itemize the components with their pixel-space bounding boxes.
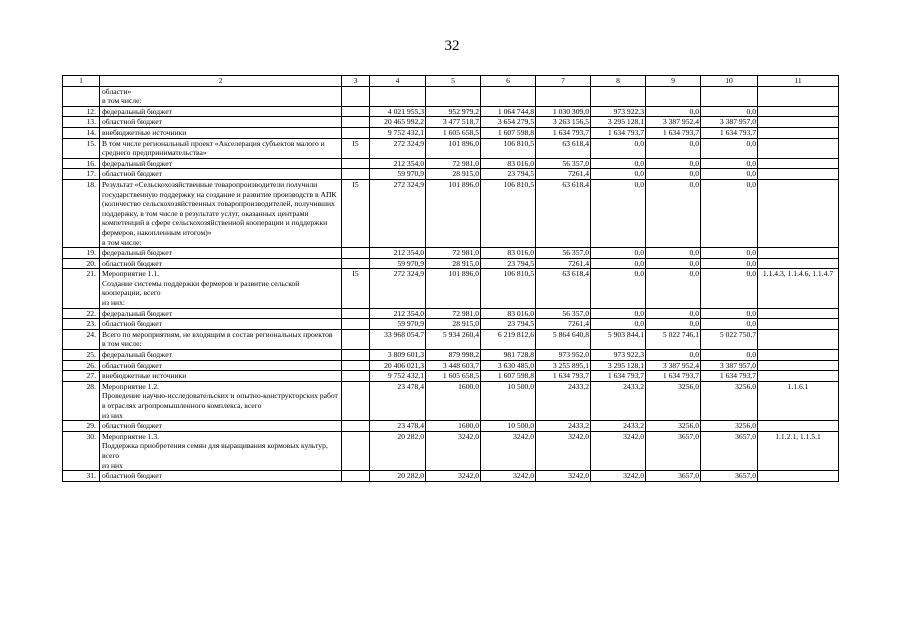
budget-table bbox=[62, 75, 839, 482]
row-value: 1 634 793,7 bbox=[701, 371, 758, 382]
column-header: 10 bbox=[701, 76, 758, 87]
row-code bbox=[342, 471, 370, 482]
row-value: 20 282,0 bbox=[370, 431, 426, 470]
row-value: 3256,0 bbox=[701, 421, 758, 432]
row-value: 1 030 309,0 bbox=[536, 106, 591, 117]
row-value: 5 934 260,4 bbox=[426, 329, 481, 349]
row-value: 952 979,2 bbox=[426, 106, 481, 117]
row-name: федеральный бюджет bbox=[100, 248, 342, 259]
row-reference bbox=[758, 106, 839, 117]
column-header: 5 bbox=[426, 76, 481, 87]
row-value: 23 794,5 bbox=[481, 258, 536, 269]
row-reference bbox=[758, 117, 839, 128]
row-value: 72 981,0 bbox=[426, 308, 481, 319]
row-value bbox=[701, 86, 758, 106]
row-value: 23 478,4 bbox=[370, 381, 426, 420]
row-name: федеральный бюджет bbox=[100, 158, 342, 169]
row-number: 15. bbox=[63, 138, 100, 158]
row-value: 101 896,0 bbox=[426, 179, 481, 247]
row-value: 3 387 957,0 bbox=[701, 360, 758, 371]
row-value: 0,0 bbox=[646, 319, 701, 330]
row-value: 23 794,5 bbox=[481, 169, 536, 180]
row-reference bbox=[758, 471, 839, 482]
row-value: 3242,0 bbox=[426, 471, 481, 482]
row-value: 1 634 793,7 bbox=[591, 371, 646, 382]
row-value: 10 500,0 bbox=[481, 421, 536, 432]
row-value: 0,0 bbox=[701, 258, 758, 269]
row-value: 0,0 bbox=[646, 169, 701, 180]
row-name: областной бюджет bbox=[100, 117, 342, 128]
row-value: 0,0 bbox=[701, 138, 758, 158]
row-name: Мероприятие 1.2. Проведение научно-исследовательских и опытно-конструкторских работ в отраслях агропромышленного комплекса, всего из них bbox=[100, 381, 342, 420]
row-number: 17. bbox=[63, 169, 100, 180]
row-number: 12. bbox=[63, 106, 100, 117]
row-value bbox=[536, 86, 591, 106]
row-reference: 1.1.6.1 bbox=[758, 381, 839, 420]
row-reference bbox=[758, 319, 839, 330]
row-number: 19. bbox=[63, 248, 100, 259]
row-value bbox=[646, 86, 701, 106]
row-value: 3256,0 bbox=[646, 381, 701, 420]
row-name: Всего по мероприятиям, не входящим в состав региональных проектов в том числе: bbox=[100, 329, 342, 349]
table-row bbox=[63, 179, 839, 247]
row-value: 212 354,0 bbox=[370, 158, 426, 169]
row-value: 1 634 793,7 bbox=[536, 371, 591, 382]
row-value: 0,0 bbox=[701, 319, 758, 330]
row-number: 25. bbox=[63, 350, 100, 361]
row-code bbox=[342, 350, 370, 361]
row-number: 30. bbox=[63, 431, 100, 470]
row-value: 973 922,3 bbox=[591, 350, 646, 361]
row-value: 1 607 598,8 bbox=[481, 127, 536, 138]
row-value: 973 952,0 bbox=[536, 350, 591, 361]
row-name: федеральный бюджет bbox=[100, 106, 342, 117]
row-number: 28. bbox=[63, 381, 100, 420]
row-value: 3242,0 bbox=[591, 431, 646, 470]
row-value: 72 981,0 bbox=[426, 248, 481, 259]
column-header: 7 bbox=[536, 76, 591, 87]
row-value: 7261,4 bbox=[536, 258, 591, 269]
row-value: 0,0 bbox=[701, 308, 758, 319]
column-header: 6 bbox=[481, 76, 536, 87]
row-value: 0,0 bbox=[646, 248, 701, 259]
row-reference bbox=[758, 329, 839, 349]
row-value: 1 634 793,7 bbox=[701, 127, 758, 138]
row-value: 56 357,0 bbox=[536, 308, 591, 319]
table-row bbox=[63, 269, 839, 308]
row-value: 0,0 bbox=[591, 319, 646, 330]
row-value: 63 618,4 bbox=[536, 179, 591, 247]
row-value: 28 915,0 bbox=[426, 169, 481, 180]
row-value: 3242,0 bbox=[481, 471, 536, 482]
row-name: В том числе региональный проект «Акселерация субъектов малого и среднего предпринимательства» bbox=[100, 138, 342, 158]
row-value: 56 357,0 bbox=[536, 248, 591, 259]
table-row bbox=[63, 258, 839, 269]
row-value bbox=[591, 86, 646, 106]
row-value: 0,0 bbox=[591, 138, 646, 158]
table-row bbox=[63, 350, 839, 361]
row-value: 83 016,0 bbox=[481, 308, 536, 319]
row-value: 212 354,0 bbox=[370, 308, 426, 319]
row-value: 3242,0 bbox=[481, 431, 536, 470]
row-value: 0,0 bbox=[591, 179, 646, 247]
row-value: 0,0 bbox=[646, 269, 701, 308]
row-value: 3657,0 bbox=[701, 431, 758, 470]
row-value: 28 915,0 bbox=[426, 319, 481, 330]
row-value: 5 022 746,1 bbox=[646, 329, 701, 349]
row-value: 0,0 bbox=[646, 138, 701, 158]
row-value: 1 605 658,5 bbox=[426, 371, 481, 382]
row-name: областной бюджет bbox=[100, 360, 342, 371]
row-number: 16. bbox=[63, 158, 100, 169]
row-code bbox=[342, 158, 370, 169]
row-value: 1600,0 bbox=[426, 381, 481, 420]
row-value: 20 406 021,3 bbox=[370, 360, 426, 371]
column-header: 4 bbox=[370, 76, 426, 87]
row-value: 3256,0 bbox=[701, 381, 758, 420]
page-number: 32 bbox=[444, 38, 460, 54]
row-value: 0,0 bbox=[591, 158, 646, 169]
row-value: 3657,0 bbox=[646, 471, 701, 482]
row-value: 3 477 518,7 bbox=[426, 117, 481, 128]
row-code bbox=[342, 258, 370, 269]
table-row bbox=[63, 106, 839, 117]
row-value: 1 634 793,7 bbox=[536, 127, 591, 138]
row-reference bbox=[758, 308, 839, 319]
row-value: 10 500,0 bbox=[481, 381, 536, 420]
table-row bbox=[63, 127, 839, 138]
row-value: 0,0 bbox=[591, 269, 646, 308]
row-value: 3242,0 bbox=[426, 431, 481, 470]
row-value: 879 998,2 bbox=[426, 350, 481, 361]
row-name: внебюджетные источники bbox=[100, 127, 342, 138]
row-value: 23 478,4 bbox=[370, 421, 426, 432]
row-reference bbox=[758, 421, 839, 432]
row-reference bbox=[758, 86, 839, 106]
row-reference bbox=[758, 179, 839, 247]
row-value: 272 324,9 bbox=[370, 269, 426, 308]
row-value: 0,0 bbox=[591, 258, 646, 269]
row-name: федеральный бюджет bbox=[100, 350, 342, 361]
row-code bbox=[342, 431, 370, 470]
row-value: 3242,0 bbox=[536, 471, 591, 482]
table-row bbox=[63, 471, 839, 482]
row-code bbox=[342, 169, 370, 180]
table-row bbox=[63, 329, 839, 349]
row-name: областной бюджет bbox=[100, 421, 342, 432]
row-code: I5 bbox=[342, 138, 370, 158]
row-name: внебюджетные источники bbox=[100, 371, 342, 382]
row-value: 56 357,0 bbox=[536, 158, 591, 169]
table-row bbox=[63, 117, 839, 128]
row-value: 106 810,5 bbox=[481, 138, 536, 158]
row-value: 1 064 744,8 bbox=[481, 106, 536, 117]
row-code bbox=[342, 248, 370, 259]
row-value bbox=[426, 86, 481, 106]
row-value: 23 794,5 bbox=[481, 319, 536, 330]
row-value: 83 016,0 bbox=[481, 158, 536, 169]
row-name: Мероприятие 1.1. Создание системы поддержки фермеров и развитие сельской кооперации, всего из них: bbox=[100, 269, 342, 308]
row-value: 101 896,0 bbox=[426, 138, 481, 158]
row-value: 3242,0 bbox=[591, 471, 646, 482]
row-value: 3 255 895,1 bbox=[536, 360, 591, 371]
row-value: 272 324,9 bbox=[370, 138, 426, 158]
row-code bbox=[342, 381, 370, 420]
row-reference: 1.1.2.1, 1.1.5.1 bbox=[758, 431, 839, 470]
table-row bbox=[63, 248, 839, 259]
row-value: 0,0 bbox=[646, 106, 701, 117]
row-name: Результат «Сельскохозяйственные товаропроизводители получили государственную поддержку на создание и развитие производств в АПК (количество сельскохозяйственных товаропроизводителей, получивших поддержку, в том числе в результате услуг, оказанных центрами компетенций в сфере сельскохозяйственной кооперации и поддержки фермеров, накопленным итогом)» в том числе: bbox=[100, 179, 342, 247]
row-code bbox=[342, 308, 370, 319]
table-row bbox=[63, 371, 839, 382]
row-value: 1 634 793,7 bbox=[591, 127, 646, 138]
row-value: 0,0 bbox=[646, 350, 701, 361]
table-row bbox=[63, 431, 839, 470]
row-value: 3256,0 bbox=[646, 421, 701, 432]
row-code bbox=[342, 86, 370, 106]
row-value: 3 263 156,5 bbox=[536, 117, 591, 128]
row-name: федеральный бюджет bbox=[100, 308, 342, 319]
row-name: областной бюджет bbox=[100, 471, 342, 482]
row-value: 2433,2 bbox=[591, 381, 646, 420]
row-number: 26. bbox=[63, 360, 100, 371]
row-value: 5 022 750,7 bbox=[701, 329, 758, 349]
row-number: 27. bbox=[63, 371, 100, 382]
row-code bbox=[342, 360, 370, 371]
row-number: 18. bbox=[63, 179, 100, 247]
row-value: 59 970,9 bbox=[370, 169, 426, 180]
row-value: 272 324,9 bbox=[370, 179, 426, 247]
row-value: 63 618,4 bbox=[536, 269, 591, 308]
row-value: 0,0 bbox=[701, 350, 758, 361]
row-value: 101 896,0 bbox=[426, 269, 481, 308]
row-value: 5 903 844,1 bbox=[591, 329, 646, 349]
row-value: 20 465 992,2 bbox=[370, 117, 426, 128]
row-value: 3 387 957,0 bbox=[701, 117, 758, 128]
row-number: 20. bbox=[63, 258, 100, 269]
row-value: 0,0 bbox=[701, 248, 758, 259]
row-code bbox=[342, 329, 370, 349]
row-reference bbox=[758, 360, 839, 371]
row-value: 1 634 793,7 bbox=[646, 127, 701, 138]
column-header: 2 bbox=[100, 76, 342, 87]
row-value: 1 607 598,8 bbox=[481, 371, 536, 382]
row-reference bbox=[758, 248, 839, 259]
row-number: 22. bbox=[63, 308, 100, 319]
row-value: 3657,0 bbox=[701, 471, 758, 482]
row-value: 33 968 054,7 bbox=[370, 329, 426, 349]
row-value: 973 922,3 bbox=[591, 106, 646, 117]
row-number: 24. bbox=[63, 329, 100, 349]
row-value: 6 219 812,6 bbox=[481, 329, 536, 349]
row-value: 72 981,0 bbox=[426, 158, 481, 169]
row-value: 83 016,0 bbox=[481, 248, 536, 259]
row-value: 2433,2 bbox=[536, 421, 591, 432]
row-value: 3 654 279,5 bbox=[481, 117, 536, 128]
row-value: 9 752 432,1 bbox=[370, 127, 426, 138]
row-value: 0,0 bbox=[591, 169, 646, 180]
row-name: Мероприятие 1.3. Поддержка приобретения семян для выращивания кормовых культур, всего из них bbox=[100, 431, 342, 470]
row-value: 2433,2 bbox=[536, 381, 591, 420]
row-value: 3 448 603,7 bbox=[426, 360, 481, 371]
row-value: 0,0 bbox=[591, 248, 646, 259]
row-value: 0,0 bbox=[646, 179, 701, 247]
row-number: 14. bbox=[63, 127, 100, 138]
row-reference: 1.1.4.3, 1.1.4.6, 1.1.4.7 bbox=[758, 269, 839, 308]
row-value: 59 970,9 bbox=[370, 258, 426, 269]
row-value: 0,0 bbox=[701, 158, 758, 169]
row-value: 0,0 bbox=[701, 106, 758, 117]
row-value: 2433,2 bbox=[591, 421, 646, 432]
table-header-row bbox=[63, 76, 839, 87]
row-number: 31. bbox=[63, 471, 100, 482]
row-value: 0,0 bbox=[701, 179, 758, 247]
row-value: 4 021 955,3 bbox=[370, 106, 426, 117]
row-value: 0,0 bbox=[701, 169, 758, 180]
row-value: 106 810,5 bbox=[481, 269, 536, 308]
row-reference bbox=[758, 138, 839, 158]
row-value bbox=[481, 86, 536, 106]
row-value: 3242,0 bbox=[536, 431, 591, 470]
table-row bbox=[63, 421, 839, 432]
column-header: 1 bbox=[63, 76, 100, 87]
column-header: 9 bbox=[646, 76, 701, 87]
row-value: 9 752 432,1 bbox=[370, 371, 426, 382]
row-value: 3 295 128,1 bbox=[591, 360, 646, 371]
row-value: 63 618,4 bbox=[536, 138, 591, 158]
row-reference bbox=[758, 350, 839, 361]
row-code bbox=[342, 117, 370, 128]
row-code bbox=[342, 371, 370, 382]
row-code: I5 bbox=[342, 179, 370, 247]
row-name: областной бюджет bbox=[100, 319, 342, 330]
table-row bbox=[63, 158, 839, 169]
table-row bbox=[63, 381, 839, 420]
row-value: 7261,4 bbox=[536, 319, 591, 330]
table-row bbox=[63, 86, 839, 106]
row-value: 28 915,0 bbox=[426, 258, 481, 269]
row-value: 212 354,0 bbox=[370, 248, 426, 259]
row-number: 23. bbox=[63, 319, 100, 330]
row-value: 3 295 128,1 bbox=[591, 117, 646, 128]
row-number: 29. bbox=[63, 421, 100, 432]
row-value: 3 387 952,4 bbox=[646, 117, 701, 128]
table-body bbox=[63, 86, 839, 481]
row-code: I5 bbox=[342, 269, 370, 308]
row-value: 3 630 485,0 bbox=[481, 360, 536, 371]
row-number: 13. bbox=[63, 117, 100, 128]
row-value: 981 728,8 bbox=[481, 350, 536, 361]
table-row bbox=[63, 360, 839, 371]
table-row bbox=[63, 308, 839, 319]
row-value: 0,0 bbox=[646, 308, 701, 319]
row-value: 3657,0 bbox=[646, 431, 701, 470]
row-value: 1 605 658,5 bbox=[426, 127, 481, 138]
row-value: 1 634 793,7 bbox=[646, 371, 701, 382]
row-value: 0,0 bbox=[646, 258, 701, 269]
table-row bbox=[63, 169, 839, 180]
row-value: 3 387 952,4 bbox=[646, 360, 701, 371]
row-code bbox=[342, 319, 370, 330]
row-value: 0,0 bbox=[646, 158, 701, 169]
row-code bbox=[342, 106, 370, 117]
row-value: 7261,4 bbox=[536, 169, 591, 180]
row-name: областной бюджет bbox=[100, 258, 342, 269]
row-number bbox=[63, 86, 100, 106]
column-header: 8 bbox=[591, 76, 646, 87]
row-code bbox=[342, 127, 370, 138]
row-value: 0,0 bbox=[701, 269, 758, 308]
column-header: 3 bbox=[342, 76, 370, 87]
table-row bbox=[63, 138, 839, 158]
row-name: областной бюджет bbox=[100, 169, 342, 180]
row-reference bbox=[758, 371, 839, 382]
row-reference bbox=[758, 258, 839, 269]
row-value bbox=[370, 86, 426, 106]
row-reference bbox=[758, 158, 839, 169]
column-header: 11 bbox=[758, 76, 839, 87]
row-value: 3 809 601,3 bbox=[370, 350, 426, 361]
row-value: 1600,0 bbox=[426, 421, 481, 432]
row-value: 106 810,5 bbox=[481, 179, 536, 247]
row-code bbox=[342, 421, 370, 432]
row-value: 5 864 640,8 bbox=[536, 329, 591, 349]
row-reference bbox=[758, 169, 839, 180]
table-row bbox=[63, 319, 839, 330]
row-value: 20 282,0 bbox=[370, 471, 426, 482]
row-number: 21. bbox=[63, 269, 100, 308]
row-name: области» в том числе: bbox=[100, 86, 342, 106]
row-reference bbox=[758, 127, 839, 138]
row-value: 59 970,9 bbox=[370, 319, 426, 330]
row-value: 0,0 bbox=[591, 308, 646, 319]
